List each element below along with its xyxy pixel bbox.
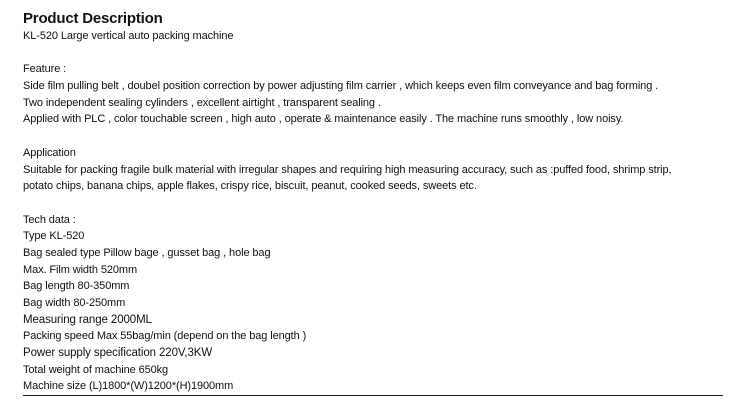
feature-line: Two independent sealing cylinders , excellent airtight , transparent sealing . — [23, 96, 381, 109]
tech-data-section — [23, 212, 723, 396]
section-divider — [23, 395, 723, 396]
tech-data-film-width: Max. Film width 520mm — [23, 263, 138, 276]
spacer — [23, 195, 723, 212]
product-subtitle: KL-520 Large vertical auto packing machine — [23, 30, 234, 42]
product-description — [23, 10, 723, 395]
feature-heading: Feature : — [23, 63, 67, 76]
tech-data-bag-sealed-type: Bag sealed type Pillow bage , gusset bag , hole bag — [23, 246, 271, 259]
feature-line: Applied with PLC , color touchable screen , high auto , operate & maintenance easily . The machine runs smoothly , low noisy. — [23, 113, 624, 126]
tech-data-packing-speed: Packing speed Max 55bag/min (depend on the bag length ) — [23, 330, 307, 343]
page-title: Product Description — [23, 10, 163, 27]
tech-data-total-weight: Total weight of machine 650kg — [23, 363, 169, 376]
tech-data-type: Type KL-520 — [23, 230, 85, 243]
feature-section — [23, 61, 723, 128]
application-line: potato chips, banana chips, apple flakes, crispy rice, biscuit, peanut, cooked seeds, sweets etc. — [23, 180, 477, 193]
application-heading: Application — [23, 146, 76, 159]
tech-data-power-supply: Power supply specification 220V,3KW — [23, 347, 213, 360]
tech-data-bag-length: Bag length 80-350mm — [23, 280, 130, 293]
tech-data-measuring-range: Measuring range 2000ML — [23, 313, 152, 326]
feature-line: Side film pulling belt , doubel position correction by power adjusting film carrier , which keeps even film conveyance and bag forming . — [23, 80, 659, 93]
tech-data-heading: Tech data : — [23, 213, 76, 226]
tech-data-machine-size: Machine size (L)1800*(W)1200*(H)1900mm — [23, 380, 234, 393]
application-section — [23, 145, 723, 195]
application-line: Suitable for packing fragile bulk material with irregular shapes and requiring high measuring accuracy, such as :puffed food, shrimp strip, — [23, 163, 672, 176]
spacer — [23, 128, 723, 145]
tech-data-bag-width: Bag width 80-250mm — [23, 297, 126, 309]
spacer — [23, 45, 723, 62]
